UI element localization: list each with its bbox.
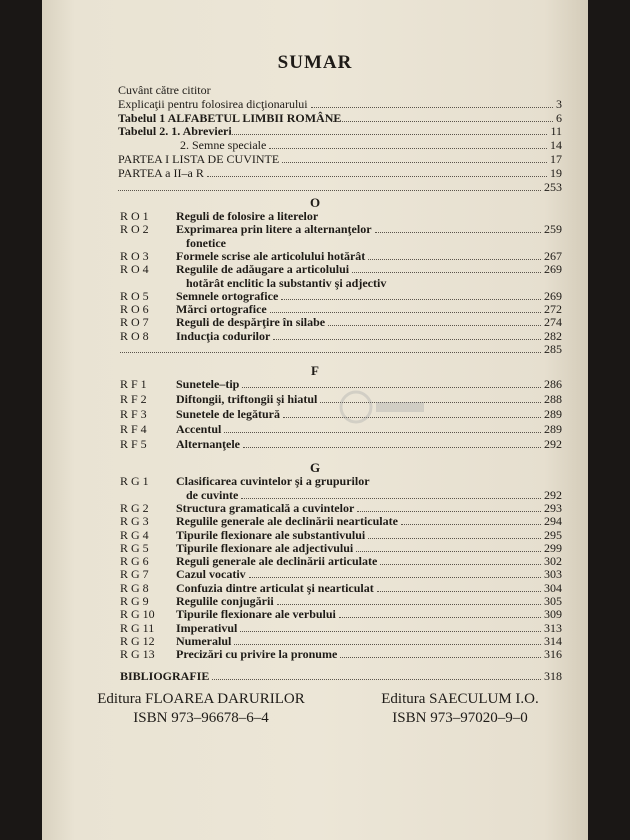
toc-entry (120, 249, 562, 263)
dot-leader (118, 190, 541, 191)
entry-label: Inducţia codurilor (176, 328, 271, 343)
entry-label: Reguli generale ale declinării articulate (176, 554, 378, 569)
page-number: 294 (544, 514, 562, 529)
publisher-right (352, 690, 568, 728)
entry-label: Exprimarea prin litere a alternanţelor (176, 222, 372, 237)
entry-label: Alternanţele (176, 437, 240, 452)
toc-entry (118, 138, 562, 152)
section-code: R G 10 (120, 607, 155, 622)
toc-entry (120, 329, 562, 343)
section-code: R G 12 (120, 633, 155, 648)
book-page (42, 0, 588, 840)
dot-leader (352, 272, 541, 273)
page-number: 285 (544, 342, 562, 356)
page-number: 293 (544, 500, 562, 515)
dot-leader (269, 148, 547, 149)
entry-label: Precizări cu privire la pronume (176, 647, 338, 662)
section-code: R G 1 (120, 474, 149, 489)
section-letter: O (309, 195, 321, 210)
entry-label: Tipurile flexionare ale adjectivului (176, 540, 354, 555)
section-code: R O 3 (120, 248, 149, 263)
dot-leader (339, 617, 541, 618)
section-code: R G 7 (120, 567, 149, 582)
dot-leader (333, 121, 553, 122)
bibliography-entry (120, 669, 562, 683)
toc-entry (118, 124, 562, 138)
entry-label: Clasificarea cuvintelor şi a grupurilor (176, 474, 370, 489)
dot-leader (229, 134, 547, 135)
toc-entry (120, 302, 562, 316)
toc-entry (120, 501, 562, 515)
section-code: R O 4 (120, 262, 149, 277)
page-number: 11 (550, 124, 562, 138)
toc-entry (120, 488, 562, 502)
section-code: R O 5 (120, 288, 149, 303)
section-letter: F (311, 363, 319, 379)
dot-leader (277, 604, 541, 605)
toc-entry (120, 474, 562, 488)
section-code: R O 6 (120, 302, 149, 317)
entry-label: Cazul vocativ (176, 567, 246, 582)
page-number: 253 (544, 180, 562, 194)
publisher-isbn: ISBN 973–96678–6–4 (133, 710, 269, 726)
toc-entry (120, 567, 562, 581)
toc-entry (120, 607, 562, 621)
entry-label: Tabelul 2. 1. Abrevieri (118, 124, 232, 138)
dot-leader (212, 679, 541, 680)
section-code: R G 4 (120, 527, 149, 542)
dot-leader (375, 232, 541, 233)
section-code: R O 8 (120, 328, 149, 343)
entry-label: Numeralul (176, 633, 232, 648)
page-number: 282 (544, 328, 562, 343)
page-number: 303 (544, 567, 562, 582)
toc-entry (120, 621, 562, 635)
page-number: 19 (550, 166, 562, 180)
toc-entry (120, 647, 562, 661)
section-code: R O 7 (120, 315, 149, 330)
toc-entry (120, 209, 562, 223)
dot-leader (340, 657, 541, 658)
page-number: 292 (544, 487, 562, 502)
dot-leader (281, 299, 541, 300)
dot-leader (357, 511, 541, 512)
section-code: R G 6 (120, 554, 149, 569)
dot-leader (249, 577, 541, 578)
dot-leader (120, 352, 541, 353)
section-code: R G 2 (120, 500, 149, 515)
entry-label: PARTEA a II–a R (118, 166, 204, 180)
publisher-isbn: ISBN 973–97020–9–0 (392, 710, 528, 726)
entry-label: Regulile generale ale declinării nearticulate (176, 514, 398, 529)
entry-label: Tipurile flexionare ale verbului (176, 607, 336, 622)
section-code: R G 8 (120, 580, 149, 595)
dot-leader (356, 551, 541, 552)
entry-label: 2. Semne speciale (180, 138, 267, 152)
page-number: 14 (550, 138, 562, 152)
toc-entry (120, 437, 562, 451)
toc-entry (118, 152, 562, 166)
page-number: 288 (544, 392, 562, 407)
toc-entry (120, 634, 562, 648)
dot-leader (328, 325, 541, 326)
page-number: 292 (544, 437, 562, 452)
toc-entry (120, 289, 562, 303)
page-number: 289 (544, 407, 562, 422)
dot-leader (401, 524, 541, 525)
section-code: R F 1 (120, 377, 147, 392)
section-code: R G 13 (120, 647, 155, 662)
toc-entry (118, 83, 562, 97)
page-number: 302 (544, 554, 562, 569)
entry-label: Regulile conjugării (176, 594, 274, 608)
section-letter: G (309, 460, 321, 476)
section-code: R G 11 (120, 620, 155, 635)
entry-label: Confuzia dintre articulat şi nearticulat (176, 580, 374, 595)
toc-entry (118, 166, 562, 180)
dot-leader (243, 447, 541, 448)
page-number: 309 (544, 607, 562, 622)
publisher-name: Editura SAECULUM I.O. (381, 691, 539, 707)
toc-entry (118, 180, 562, 194)
entry-label: BIBLIOGRAFIE (120, 668, 210, 683)
dot-leader (282, 162, 547, 163)
page-number: 272 (544, 302, 562, 317)
entry-label: Cuvânt către cititor (118, 83, 211, 97)
section-code: R F 2 (120, 392, 147, 407)
page-number: 259 (544, 222, 562, 237)
toc-entry (118, 97, 562, 111)
dot-leader (241, 498, 541, 499)
entry-label: PARTEA I LISTA DE CUVINTE (118, 152, 280, 166)
page-number: 274 (544, 315, 562, 330)
dot-leader (273, 339, 541, 340)
section-code: R O 1 (120, 209, 149, 223)
dot-leader (234, 644, 541, 645)
toc-entry (120, 222, 562, 236)
entry-label: Tabelul 1 ALFABETUL LIMBII ROMÂNE (118, 111, 342, 125)
dot-leader (311, 107, 553, 108)
toc-entry (118, 111, 562, 125)
page-number: 295 (544, 527, 562, 542)
toc-entry (120, 276, 562, 290)
publisher-left (60, 690, 342, 728)
page-number: 267 (544, 248, 562, 263)
page-number: 6 (556, 111, 562, 125)
section-code: R G 3 (120, 514, 149, 529)
toc-entry (120, 514, 562, 528)
page-title: SUMAR (277, 52, 353, 73)
page-number: 299 (544, 540, 562, 555)
entry-label: Explicaţii pentru folosirea dicţionarului (118, 97, 308, 111)
entry-label: Structura gramaticală a cuvintelor (176, 500, 355, 515)
entry-label: de cuvinte (186, 487, 239, 502)
page-number: 314 (544, 633, 562, 648)
page-number: 305 (544, 594, 562, 608)
section-code: R F 3 (120, 407, 147, 422)
entry-label: Tipurile flexionare ale substantivului (176, 527, 366, 542)
dot-leader (380, 564, 541, 565)
dot-leader (368, 259, 541, 260)
page-number: 269 (544, 288, 562, 303)
entry-label: Formele scrise ale articolului hotărât (176, 248, 366, 263)
toc-entry (120, 528, 562, 542)
section-code: R G 5 (120, 540, 149, 555)
dot-leader (270, 312, 541, 313)
section-code: R F 4 (120, 422, 147, 437)
page-number: 269 (544, 262, 562, 277)
entry-label: Reguli de folosire a literelor (176, 209, 319, 223)
page-number: 318 (544, 668, 562, 683)
toc-entry (120, 342, 562, 356)
toc-entry (120, 236, 562, 250)
toc-entry (120, 315, 562, 329)
dot-leader (224, 432, 541, 433)
entry-label: Imperativul (176, 620, 238, 635)
entry-label: hotărât enclitic la substantiv şi adjectiv (186, 275, 387, 290)
toc-entry (120, 594, 562, 608)
entry-label: fonetice (186, 235, 226, 250)
page-number: 313 (544, 620, 562, 635)
page-number: 286 (544, 377, 562, 392)
entry-label: Sunetele–tip (176, 377, 240, 392)
page-number: 304 (544, 580, 562, 595)
watermark-logo (338, 388, 428, 426)
dot-leader (377, 591, 541, 592)
entry-label: Mărci ortografice (176, 302, 267, 317)
page-number: 17 (550, 152, 562, 166)
page-number: 316 (544, 647, 562, 662)
publisher-name: Editura FLOAREA DARURILOR (97, 691, 305, 707)
entry-label: Accentul (176, 422, 222, 437)
toc-entry (120, 262, 562, 276)
section-code: R G 9 (120, 594, 149, 608)
dot-leader (368, 538, 541, 539)
toc-entry (120, 554, 562, 568)
dot-leader (240, 631, 541, 632)
page-number: 3 (556, 97, 562, 111)
toc-entry (120, 581, 562, 595)
entry-label: Reguli de despărţire în silabe (176, 315, 326, 330)
entry-label: Diftongii, triftongii şi hiatul (176, 392, 318, 407)
dot-leader (207, 176, 547, 177)
section-code: R O 2 (120, 222, 149, 237)
page-number: 289 (544, 422, 562, 437)
entry-label: Semnele ortografice (176, 288, 279, 303)
entry-label: Sunetele de legătură (176, 407, 280, 422)
toc-entry (120, 541, 562, 555)
entry-label: Regulile de adăugare a articolului (176, 262, 350, 277)
section-code: R F 5 (120, 437, 147, 452)
